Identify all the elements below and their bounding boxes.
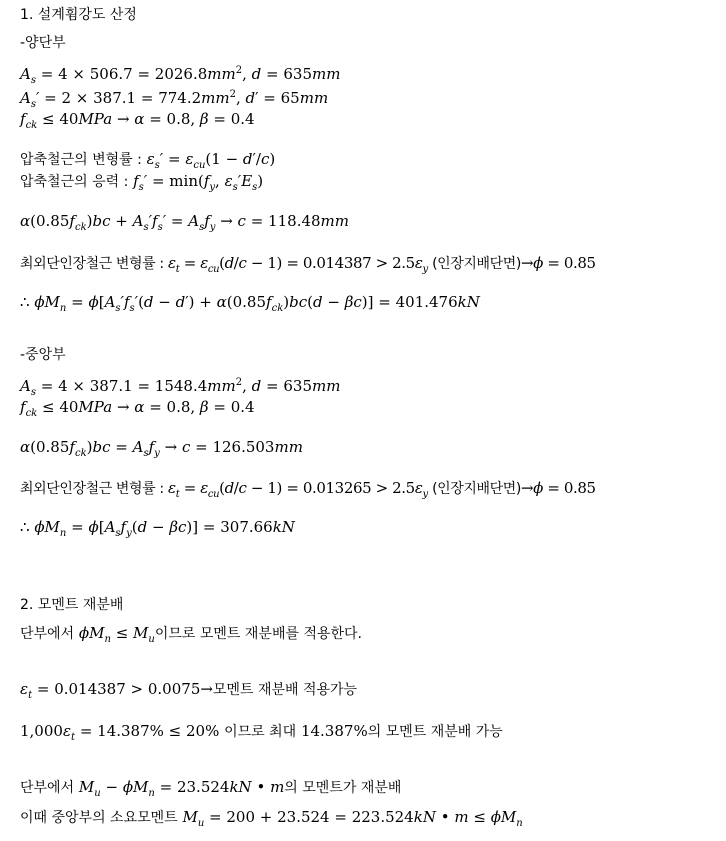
midspan-label: -중앙부 (20, 347, 66, 363)
both-ends-label: -양단부 (20, 35, 66, 51)
redistribution-limit-line: $1,000\varepsilon_t = 14.387\% \le 20\%$ 이므로 최대 14.387%의 모멘트 재분배 가능 (20, 722, 503, 743)
section1-heading: 1. 설계휨강도 산정 (20, 7, 137, 23)
midspan-as-equation: $A_s = 4 \times 387.1 = 1548.4mm^2$, d = 635mm (20, 377, 341, 398)
both-ends-as-prime-equation: $A_s' = 2 \times 387.1 = 774.2mm^2$, d′ = 65mm (20, 89, 329, 110)
midspan-eps-t-line: 최외단인장철근 변형률 : $\varepsilon_t = \varepsilon_{cu}(d/c - 1) = 0.013265 > 2.5\varepsilon_y$ (인장지배단면)→ϕ = 0.85 (20, 479, 596, 500)
both-ends-c-equation: $\alpha(0.85f_{ck})bc + A_s'f_s' = A_sf_y \to c = 118.48mm$ (20, 212, 349, 233)
redistribution-applicable-line: $\varepsilon_t = 0.014387 > 0.0075\to$모멘트 재분배 적용가능 (20, 680, 358, 701)
midspan-c-equation: $\alpha(0.85f_{ck})bc = A_sf_y \to c = 126.503mm$ (20, 438, 303, 459)
both-ends-fck-equation: $f_{ck} \le 40MPa \to \alpha = 0.8$, β = 0.4 (20, 110, 255, 131)
compression-stress-line: 압축철근의 응력 : $f_s' = \min(f_y$, $\varepsilon_s'E_s$) (20, 172, 264, 193)
midspan-phi-mn-line: ∴ $\phi M_n = \phi[A_sf_y(d - \beta c)] = 307.66kN$ (20, 518, 295, 539)
redistribution-condition-line: 단부에서 $\phi M_n \le M_u$이므로 모멘트 재분배를 적용한다. (20, 624, 362, 645)
both-ends-eps-t-line: 최외단인장철근 변형률 : $\varepsilon_t = \varepsilon_{cu}(d/c - 1) = 0.014387 > 2.5\varepsilon_y$ (인장지배단면)→ϕ = 0.85 (20, 254, 596, 275)
section2-heading: 2. 모멘트 재분배 (20, 597, 124, 613)
midspan-fck-equation: $f_{ck} \le 40MPa \to \alpha = 0.8$, β = 0.4 (20, 398, 255, 419)
both-ends-as-equation: $A_s = 4 \times 506.7 = 2026.8mm^2$, d = 635mm (20, 65, 341, 86)
both-ends-phi-mn-line: ∴ $\phi M_n = \phi[A_s'f_s'(d - d') + \alpha(0.85f_{ck})bc(d - \beta c)] = 401.476kN$ (20, 293, 480, 314)
compression-strain-line: 압축철근의 변형률 : $\varepsilon_s' = \varepsilon_{cu}(1 - d'/c)$ (20, 150, 276, 171)
midspan-required-moment-line: 이때 중앙부의 소요모멘트 $M_u = 200 + 23.524 = 223.524kN$ • $m \le \phi M_n$ (20, 808, 523, 829)
redistributed-moment-line: 단부에서 $M_u - \phi M_n = 23.524kN$ • m의 모멘트가 재분배 (20, 778, 402, 799)
